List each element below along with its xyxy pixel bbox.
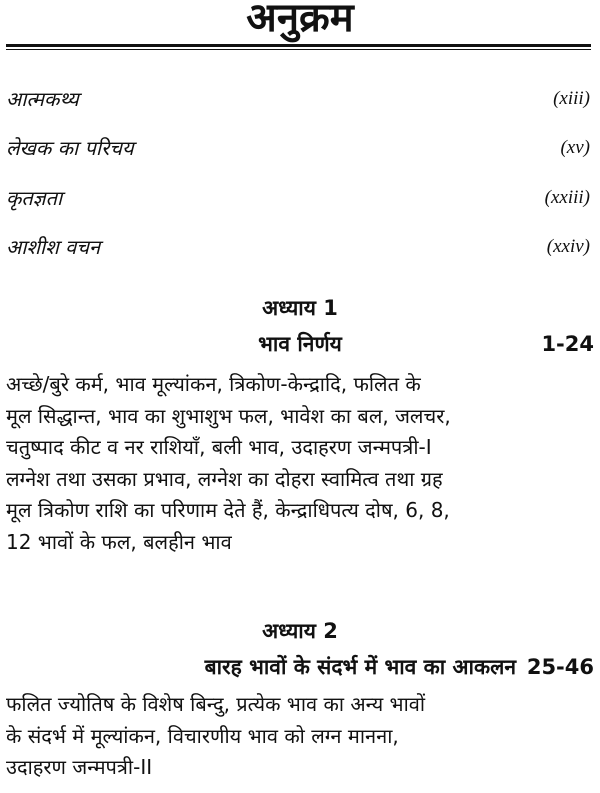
toc-entry-page: (xxiii) [544,187,590,208]
chapter-title: भाव निर्णय [258,332,342,356]
title-rule-thin [6,49,591,50]
toc-entry-front-1[interactable] [6,84,590,114]
chapter-1-number: अध्याय 1 [262,296,338,320]
toc-entry-page: (xxiv) [546,236,590,257]
topic-line: मूल त्रिकोण राशि का परिणाम देते हैं, केन्द्राधिपत्य दोष, 6, 8, [6,498,450,523]
topic-line: के संदर्भ में मूल्यांकन, विचारणीय भाव को लग्न मानना, [6,723,399,748]
toc-entry-title: कृतज्ञता [6,186,63,210]
chapter-2-number: अध्याय 2 [262,619,338,643]
toc-entry-front-3[interactable] [6,183,590,213]
topic-line: चतुष्पाद कीट व नर राशियाँ, बली भाव, उदाहरण जन्मपत्री-I [6,435,432,460]
toc-entry-title: लेखक का परिचय [6,136,134,160]
chapter-title: बारह भावों के संदर्भ में भाव का आकलन [204,655,516,679]
chapter-page-range: 1-24 [541,332,594,356]
chapter-1-heading[interactable] [6,328,594,360]
topic-line: 12 भावों के फल, बलहीन भाव [6,529,232,554]
topic-line: अच्छे/बुरे कर्म, भाव मूल्यांकन, त्रिकोण-केन्द्रादि, फलित के [6,372,421,396]
topic-line: मूल सिद्धान्त, भाव का शुभाशुभ फल, भावेश का बल, जलचर, [6,403,451,428]
topic-line: लग्नेश तथा उसका प्रभाव, लग्नेश का दोहरा स्वामित्व तथा ग्रह [6,466,443,491]
chapter-page-range: 25-46 [526,655,594,679]
chapter-1-topics [6,369,592,559]
toc-entry-title: आशीश वचन [6,235,101,259]
toc-entry-front-2[interactable] [6,133,590,163]
toc-entry-page: (xiii) [553,88,590,109]
topic-line: फलित ज्योतिष के विशेष बिन्दु, प्रत्येक भाव का अन्य भावों [6,692,426,716]
chapter-2-heading[interactable] [6,651,594,683]
title-rule-thick [6,44,591,47]
toc-entry-page: (xv) [560,137,590,158]
page-title: अनुक्रम [246,0,354,41]
topic-line: उदाहरण जन्मपत्री-II [6,755,153,780]
toc-entry-title: आत्मकथ्य [6,87,79,111]
chapter-2-topics [6,689,592,784]
toc-entry-front-4[interactable] [6,232,590,262]
